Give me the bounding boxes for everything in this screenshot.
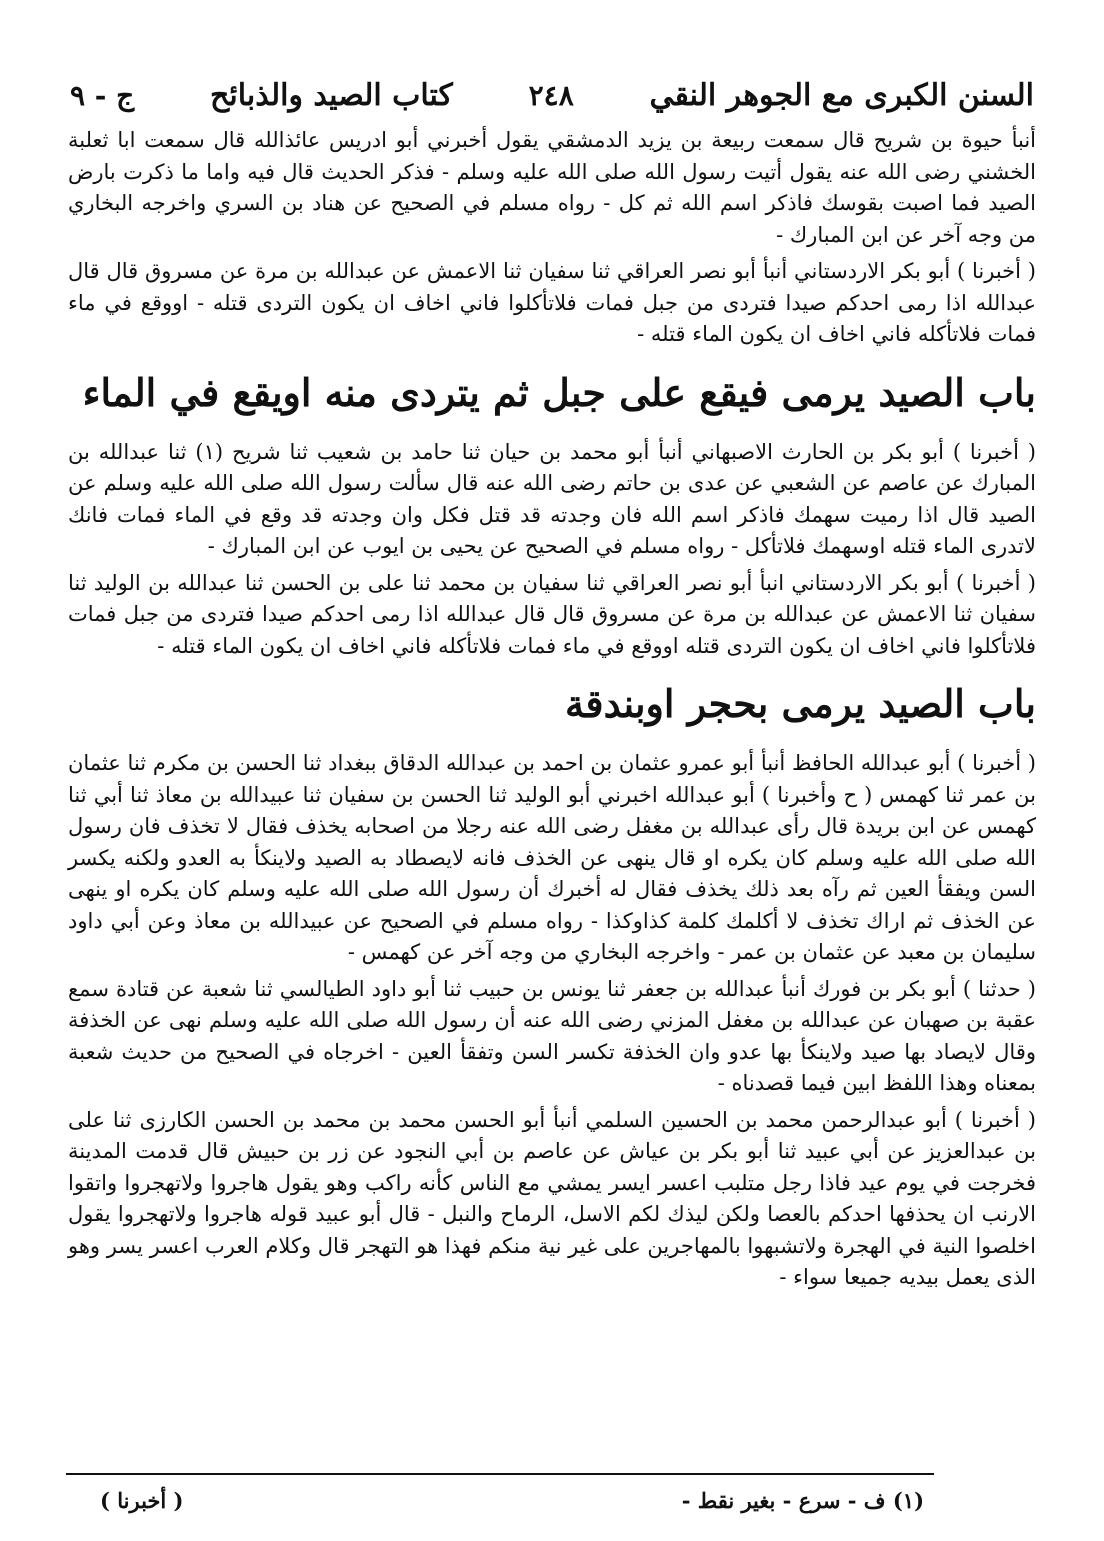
page-number: ٢٤٨ (528, 78, 574, 112)
section-heading: باب الصيد يرمى بحجر اوبندقة (565, 681, 1036, 726)
footnote-divider (66, 1473, 934, 1475)
section-heading: باب الصيد يرمى فيقع على جبل ثم يتردى منه اويقع في الماء (82, 369, 1036, 415)
main-text (68, 125, 1036, 1299)
page-footer (100, 1488, 924, 1513)
paragraph: ( أخبرنا ) أبو بكر بن الحارث الاصبهاني أنبأ أبو محمد بن حيان ثنا حامد بن شعيب ثنا شريح (١) ثنا عبدالله بن المبارك عن عاصم عن الشعبي عن عدى بن حاتم رضى الله عنه قال سألت رسول الله صلى الله عليه وسلم عن الصيد قال اذا رميت سهمك فاذكر اسم الله فان وجدته قد قتل فكل وان وجدته قد وقع في الماء فمات فانك لاتدرى الماء قتله اوسهمك فلاتأكل - رواه مسلم في الصحيح عن يحيى بن ايوب عن ابن المبارك - (68, 439, 1036, 558)
paragraph: أنبأ حيوة بن شريح قال سمعت ربيعة بن يزيد الدمشقي يقول أخبرني أبو ادريس عائذالله قال سمعت ابا ثعلبة الخشني رضى الله عنه يقول أتيت رسول الله صلى الله عليه وسلم - فذكر الحديث قال فيه واما ما ذكرت بارض الصيد فما اصبت بقوسك فاذكر اسم الله ثم كل - رواه مسلم في الصحيح عن هناد بن السري واخرجه البخاري من وجه آخر عن ابن المبارك - (68, 128, 1036, 247)
chapter-title: كتاب الصيد والذبائح (210, 77, 453, 113)
paragraph: ( أخبرنا ) أبو بكر الاردستاني أنبأ أبو نصر العراقي ثنا سفيان ثنا الاعمش عن عبدالله بن مرة عن مسروق قال قال عبدالله اذا رمى احدكم صيدا فتردى من جبل فمات فلاتأكلوا فاني اخاف ان يكون التردى قتله - اووقع في ماء فمات فلاتأكله فاني اخاف ان يكون الماء قتله - (68, 259, 1036, 346)
book-title: السنن الكبرى مع الجوهر النقي (649, 77, 1034, 113)
volume-number: ج - ٩ (70, 78, 135, 112)
paragraph: ( حدثنا ) أبو بكر بن فورك أنبأ عبدالله بن جعفر ثنا يونس بن حبيب ثنا أبو داود الطيالسي ثنا شعبة عن قتادة سمع عقبة بن صهبان عن عبدالله بن مغفل المزني رضى الله عنه أن رسول الله صلى الله عليه وسلم نهى عن الخذفة وقال لايصاد بها صيد ولاينكأ بها عدو وان الخذفة تكسر السن وتفقأ العين - اخرجاه في الصحيح من حديث شعبة بمعناه وهذا اللفظ ابين فيما قصدناه - (68, 976, 1036, 1095)
footnote: (١) ف - سرع - بغير نقط - (681, 1488, 924, 1513)
paragraph: ( أخبرنا ) أبو عبدالله الحافظ أنبأ أبو عمرو عثمان بن احمد بن عبدالله الدقاق ببغداد ثنا الحسن بن مكرم ثنا عثمان بن عمر ثنا كهمس ( ح وأخبرنا ) أبو عبدالله اخبرني أبو الوليد ثنا الحسن بن سفيان ثنا عبيدالله بن معاذ ثنا أبي ثنا كهمس عن ابن بريدة قال رأى عبدالله بن مغفل رضى الله عنه رجلا من اصحابه يخذف فقال لا تخذف فان رسول الله صلى الله عليه وسلم كان يكره او قال ينهى عن الخذف فانه لايصطاد به الصيد ولاينكأ به العدو ولكنه يكسر السن ويفقأ العين ثم رآه بعد ذلك يخذف فقال له أخبرك أن رسول الله صلى الله عليه وسلم كان يكره او ينهى عن الخذف ثم اراك تخذف لا أكلمك كلمة كذاوكذا - رواه مسلم في الصحيح عن عبيدالله بن معاذ وعن أبي داود سليمان بن معبد عن عثمان بن عمر - واخرجه البخاري من وجه آخر عن كهمس - (68, 751, 1036, 964)
paragraph: ( أخبرنا ) أبو بكر الاردستاني انبأ أبو نصر العراقي ثنا سفيان بن محمد ثنا على بن الحسن ثنا عبدالله بن الوليد ثنا سفيان ثنا الاعمش عن عبدالله بن مرة عن مسروق قال قال عبدالله اذا رمى احدكم صيدا فتردى من جبل فمات فلاتأكلوا فاني اخاف ان يكون التردى قتله اووقع في ماء فمات فلاتأكله فاني اخاف ان يكون الماء قتله - (68, 570, 1036, 658)
running-header (70, 70, 1034, 120)
paragraph: ( أخبرنا ) أبو عبدالرحمن محمد بن الحسين السلمي أنبأ أبو الحسن محمد بن محمد بن الحسن الكارزى ثنا على بن عبدالعزيز عن أبي عبيد ثنا أبو بكر بن عياش عن عاصم بن أبي النجود عن زر بن حبيش قال قدمت المدينة فخرجت في يوم عيد فاذا رجل متلبب اعسر ايسر يمشي مع الناس كأنه راكب وهو يقول هاجروا ولاتهجروا واتقوا الارنب ان يحذفها احدكم بالعصا ولكن ليذك لكم الاسل، الرماح والنبل - قال أبو عبيد قوله هاجروا ولاتهجروا يقول اخلصوا النية في الهجرة ولاتشبهوا بالمهاجرين على غير نية منكم فهذا هو التهجر قال وكلام العرب اعسر يسر وهو الذى يعمل بيديه جميعا سواء - (68, 1107, 1036, 1289)
catchword: ( أخبرنا ) (100, 1488, 184, 1513)
